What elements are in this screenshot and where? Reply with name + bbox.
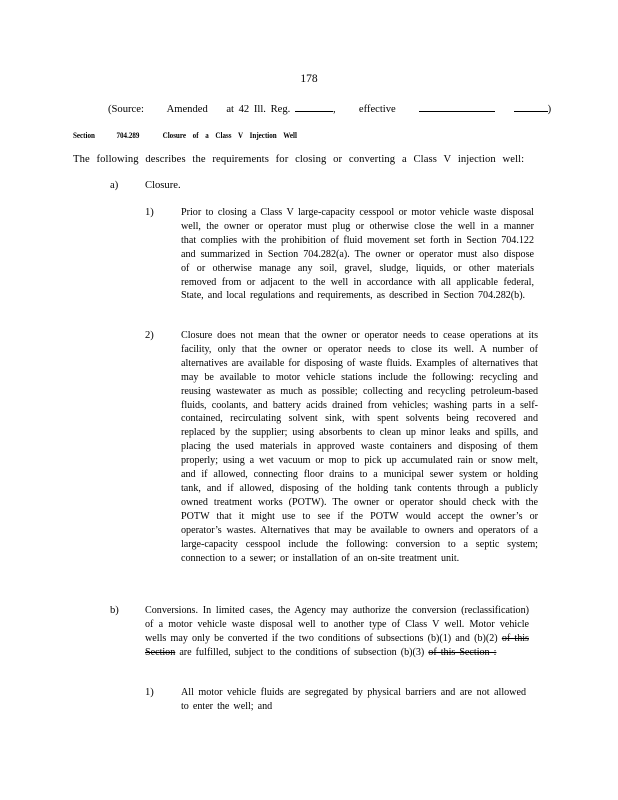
section-number: 704.289 <box>116 130 140 140</box>
source-amended: Amended <box>166 104 208 115</box>
intro-paragraph: The following describes the requirements for closing or converting a Class V injection well: <box>73 154 525 165</box>
subsection-a-heading: Closure. <box>145 180 181 191</box>
subsection-a-label: a) <box>110 180 119 191</box>
struck-text-1: of this Section <box>145 632 529 658</box>
source-at: at 42 <box>226 104 250 115</box>
subsection-b-text <box>145 604 529 660</box>
source-note <box>108 101 551 115</box>
date-blank-2 <box>514 101 548 112</box>
source-effective: effective <box>358 104 396 115</box>
item-a1-text: Prior to closing a Class V large-capacity cesspool or motor vehicle waste disposal well, the owner or operator must plug or otherwise close the well in a manner that complies with the prohibition of fluid movement set forth in Section 704.122 and summarized in Section 704.282(a). The owner or operator must also dispose of or otherwise manage any soil, gravel, sludge, liquids, or other materials removed from or adjacent to the well in accordance with all applicable federal, State, and local regulations and requirements, as described in Section 704.282(b). <box>181 207 534 302</box>
section-heading <box>73 130 297 140</box>
struck-text-2: of this Section : <box>428 646 497 658</box>
source-close: ) <box>547 104 552 115</box>
section-label: Section <box>73 130 95 140</box>
item-a2-text: Closure does not mean that the owner or operator needs to cease operations at its facility, only that the owner or operator needs to close its well. A number of alternatives are available for disposing of waste fluids. Examples of alternatives that may be available to motor vehicle stations include the following: recycling and reusing wastewater as much as possible; collecting and recycling petroleum-based fluids, coolants, and battery acids drained from vehicles; washing parts in a self-contained, recirculating solvent sink, with spent solvents being recovered and replaced by the supplier; using absorbents to clean up minor leaks and spills, and placing the used materials in approved waste containers and disposing of them properly; using a wet vacuum or mop to pick up accumulated rain or snow melt, and if allowed, connecting floor drains to a municipal sewer system or holding tank, and if allowed, disposing of the holding tank contents through a publicly owned treatment works (POTW). The owner or operator should check with the POTW that it might use to see if the POTW would accept the owner’s or operator’s wastes. Alternatives that may be available to owners and operators of a large-capacity cesspool include the following: conversion to a septic system; connection to a sewer; or installation of an on-site treatment unit. <box>181 330 538 564</box>
source-open: (Source: <box>108 104 144 115</box>
item-b1-text: All motor vehicle fluids are segregated by physical barriers and are not allowed to enter the well; and <box>181 687 526 712</box>
date-blank <box>419 101 495 112</box>
page-number: 178 <box>300 73 318 85</box>
conversions-text-1: Conversions. In limited cases, the Agency may authorize the conversion (reclassification) of a motor vehicle waste disposal well to another type of Class V well. Motor vehicle wells may only be converted if the two conditions of subsections (b)(1) and (b)(2) <box>145 605 529 644</box>
item-b1-number: 1) <box>145 687 154 698</box>
volume-blank <box>295 101 333 112</box>
source-comma: , <box>332 104 336 115</box>
conversions-text-2: are fulfilled, subject to the conditions of subsection (b)(3) <box>179 646 425 658</box>
item-a2-number: 2) <box>145 330 154 341</box>
source-ill-reg: Ill. Reg. <box>253 104 291 115</box>
section-title: Closure of a Class V Injection Well <box>162 130 297 140</box>
item-a1-number: 1) <box>145 207 154 218</box>
subsection-b-label: b) <box>110 605 119 616</box>
